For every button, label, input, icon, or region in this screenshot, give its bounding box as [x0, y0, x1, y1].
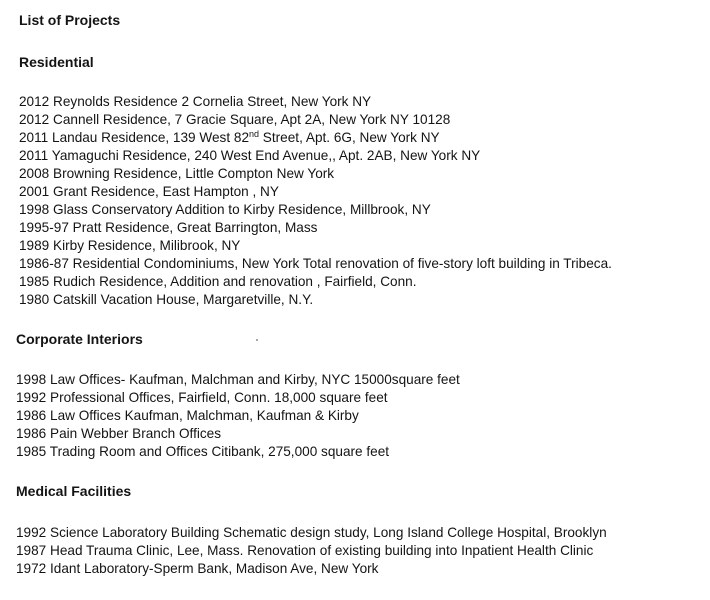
list-item: 1995-97 Pratt Residence, Great Barrington, Mass	[19, 220, 318, 235]
list-item: 1992 Science Laboratory Building Schematic design study, Long Island College Hospital, Brooklyn	[16, 525, 607, 540]
list-item-text: Street, Apt. 6G, New York NY	[259, 130, 440, 145]
list-item: 1980 Catskill Vacation House, Margaretville, N.Y.	[19, 292, 314, 307]
list-item: 2012 Reynolds Residence 2 Cornelia Street, New York NY	[19, 94, 372, 109]
list-item: 2011 Yamaguchi Residence, 240 West End Avenue,, Apt. 2AB, New York NY	[19, 148, 481, 163]
list-item: 2001 Grant Residence, East Hampton , NY	[19, 184, 279, 199]
section-heading-corporate-interiors: Corporate Interiors	[16, 331, 143, 347]
list-item: 2012 Cannell Residence, 7 Gracie Square, Apt 2A, New York NY 10128	[19, 112, 451, 127]
list-item: 1989 Kirby Residence, Milibrook, NY	[19, 238, 241, 253]
project-list-corporate-interiors	[16, 371, 460, 461]
list-item: 1986 Law Offices Kaufman, Malchman, Kaufman & Kirby	[16, 408, 359, 423]
list-item-text: 2011 Landau Residence, 139 West 82	[19, 130, 250, 145]
list-item: 1972 Idant Laboratory-Sperm Bank, Madison Ave, New York	[16, 561, 379, 576]
list-item: 1992 Professional Offices, Fairfield, Conn. 18,000 square feet	[16, 390, 388, 405]
project-list-medical-facilities	[16, 524, 607, 578]
list-item: 1986 Pain Webber Branch Offices	[16, 426, 222, 441]
page-title: List of Projects	[19, 12, 121, 28]
list-item: 1998 Law Offices- Kaufman, Malchman and Kirby, NYC 15000square feet	[16, 372, 460, 387]
section-heading-medical-facilities: Medical Facilities	[16, 483, 132, 499]
list-item: 1987 Head Trauma Clinic, Lee, Mass. Renovation of existing building into Inpatient Health Clinic	[16, 543, 594, 558]
ordinal-suffix: nd	[249, 129, 260, 139]
scan-speck	[256, 339, 258, 341]
project-list-residential	[19, 93, 612, 309]
list-item	[19, 129, 612, 147]
list-item: 1985 Trading Room and Offices Citibank, 275,000 square feet	[16, 444, 390, 459]
section-heading-residential: Residential	[19, 54, 94, 70]
list-item: 1985 Rudich Residence, Addition and renovation , Fairfield, Conn.	[19, 274, 417, 289]
list-item: 2008 Browning Residence, Little Compton New York	[19, 166, 335, 181]
list-item: 1986-87 Residential Condominiums, New York Total renovation of five-story loft building in Tribeca.	[19, 256, 612, 271]
list-item: 1998 Glass Conservatory Addition to Kirby Residence, Millbrook, NY	[19, 202, 431, 217]
